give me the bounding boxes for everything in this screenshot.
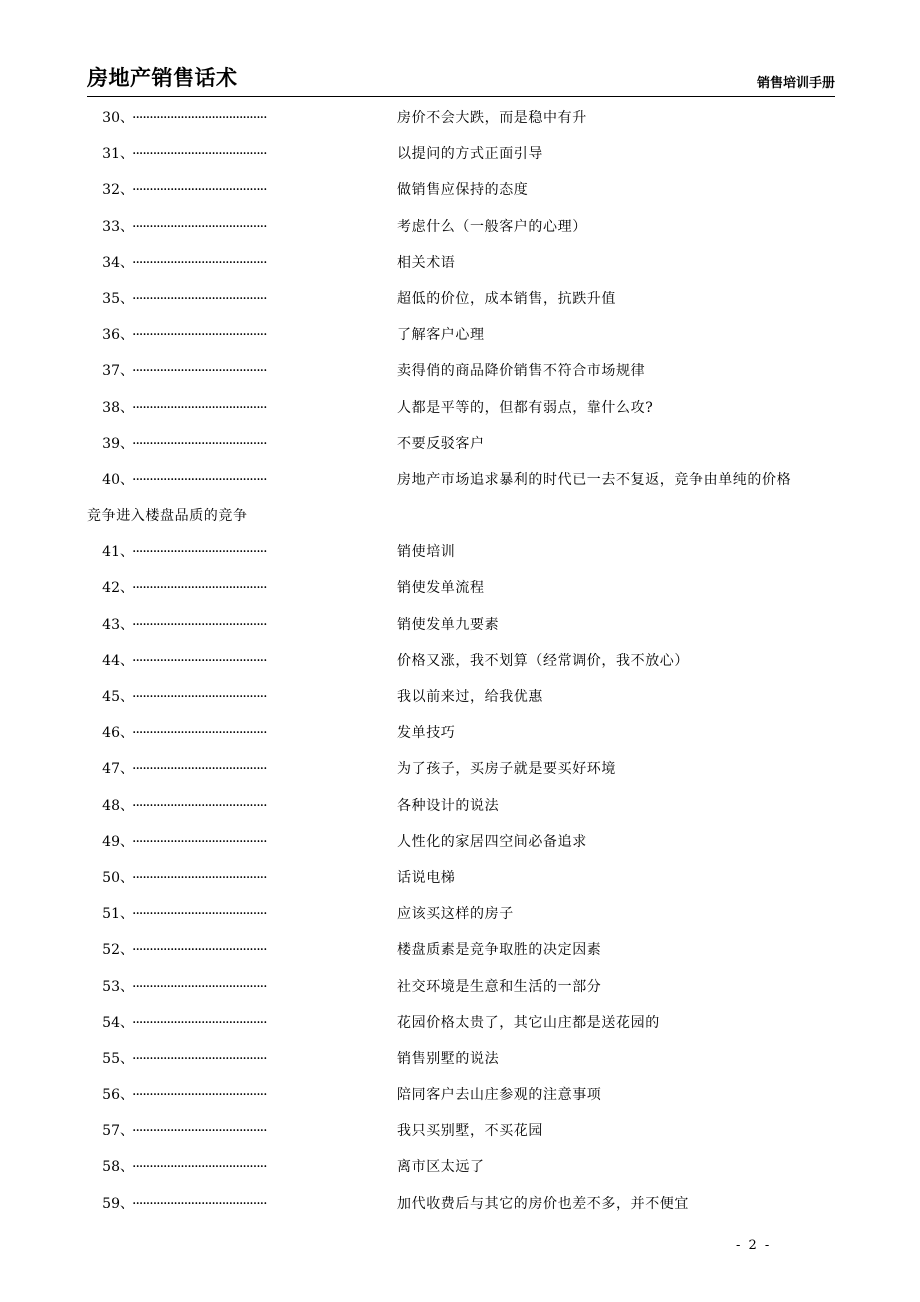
toc-entry-title: 人都是平等的，但都有弱点，靠什么攻? bbox=[397, 399, 654, 416]
toc-leader-dots: ······································· bbox=[132, 616, 267, 633]
toc-leader-dots: ······································· bbox=[132, 1159, 267, 1176]
toc-leader-dots: ······································· bbox=[132, 580, 267, 597]
toc-entry-title: 房价不会大跌，而是稳中有升 bbox=[397, 110, 587, 126]
document-title: 房地产销售话术 bbox=[87, 66, 238, 90]
toc-entry-number: 32 bbox=[102, 182, 120, 199]
toc-entry bbox=[87, 426, 835, 462]
toc-entry-number: 58 bbox=[102, 1159, 120, 1176]
toc-entry-number: 38 bbox=[102, 399, 120, 416]
toc-entry-title: 销使发单九要素 bbox=[397, 616, 500, 633]
toc-entry-separator: 、 bbox=[120, 254, 134, 271]
toc-entry bbox=[87, 1041, 835, 1077]
toc-entry-number: 52 bbox=[102, 942, 120, 959]
toc-entry-number: 39 bbox=[102, 435, 120, 452]
toc-leader-dots: ······································· bbox=[132, 471, 267, 488]
toc-entry-title: 加代收费后与其它的房价也差不多，并不便宜 bbox=[397, 1195, 689, 1212]
toc-leader-dots: ······································· bbox=[132, 761, 267, 778]
toc-leader-dots: ······································· bbox=[132, 833, 267, 850]
document-subtitle: 销售培训手册 bbox=[756, 76, 835, 91]
toc-entry bbox=[87, 100, 835, 136]
toc-entry-title: 销使发单流程 bbox=[397, 580, 485, 597]
toc-entry-title: 卖得俏的商品降价销售不符合市场规律 bbox=[397, 363, 646, 380]
toc-entry-number: 47 bbox=[102, 761, 120, 778]
toc-entry bbox=[87, 172, 835, 208]
toc-leader-dots: ······································· bbox=[132, 978, 267, 995]
toc-entry-number: 59 bbox=[102, 1195, 120, 1212]
toc-leader-dots: ······································· bbox=[132, 399, 267, 416]
toc-leader-dots: ······································· bbox=[132, 1123, 267, 1140]
toc-entry-number: 48 bbox=[102, 797, 120, 814]
toc-entry-number: 33 bbox=[102, 218, 120, 235]
toc-leader-dots: ······································· bbox=[132, 363, 267, 380]
toc-entry-continuation: 竞争进入楼盘品质的竞争 bbox=[87, 508, 248, 525]
toc-leader-dots: ······································· bbox=[132, 652, 267, 669]
toc-leader-dots: ······································· bbox=[132, 254, 267, 271]
toc-entry bbox=[87, 390, 835, 426]
toc-entry-separator: 、 bbox=[120, 182, 134, 199]
toc-entry bbox=[87, 824, 835, 860]
toc-leader-dots: ······································· bbox=[132, 906, 267, 923]
toc-entry-separator: 、 bbox=[120, 580, 134, 597]
toc-entry bbox=[87, 209, 835, 245]
toc-entry-separator: 、 bbox=[120, 652, 134, 669]
toc-entry bbox=[87, 896, 835, 932]
toc-entry-separator: 、 bbox=[120, 1159, 134, 1176]
toc-entry-number: 51 bbox=[102, 906, 120, 923]
toc-leader-dots: ······································· bbox=[132, 797, 267, 814]
toc-entry-title: 考虑什么（一般客户的心理） bbox=[397, 218, 587, 235]
toc-entry bbox=[87, 788, 835, 824]
toc-entry bbox=[87, 1005, 835, 1041]
toc-entry-separator: 、 bbox=[120, 797, 134, 814]
toc-entry-number: 45 bbox=[102, 689, 120, 705]
toc-entry bbox=[87, 245, 835, 281]
toc-entry-title: 应该买这样的房子 bbox=[397, 906, 514, 923]
toc-entry bbox=[87, 715, 835, 751]
toc-entry-separator: 、 bbox=[120, 290, 134, 307]
toc-entry bbox=[87, 462, 835, 498]
toc-entry-separator: 、 bbox=[120, 399, 134, 416]
toc-entry-title: 社交环境是生意和生活的一部分 bbox=[397, 978, 602, 995]
toc-entry-separator: 、 bbox=[120, 689, 134, 705]
toc-entry-separator: 、 bbox=[120, 616, 134, 633]
toc-entry bbox=[87, 969, 835, 1005]
toc-entry-separator: 、 bbox=[120, 363, 134, 380]
toc-entry-separator: 、 bbox=[120, 725, 134, 742]
toc-entry-number: 30 bbox=[102, 110, 120, 126]
toc-leader-dots: ······································· bbox=[132, 1014, 267, 1031]
toc-entry-number: 31 bbox=[102, 146, 120, 163]
toc-leader-dots: ······································· bbox=[132, 544, 267, 561]
toc-entry-number: 46 bbox=[102, 725, 120, 742]
toc-entry bbox=[87, 281, 835, 317]
toc-entry bbox=[87, 607, 835, 643]
page-header bbox=[87, 62, 835, 97]
toc-entry bbox=[87, 353, 835, 389]
toc-leader-dots: ······································· bbox=[132, 725, 267, 742]
toc-leader-dots: ······································· bbox=[132, 689, 267, 705]
toc-entry bbox=[87, 1186, 835, 1222]
toc-entry bbox=[87, 643, 835, 679]
toc-entry-number: 41 bbox=[102, 544, 120, 561]
toc-entry-number: 34 bbox=[102, 254, 120, 271]
toc-leader-dots: ······································· bbox=[132, 146, 267, 163]
toc-entry-separator: 、 bbox=[120, 942, 134, 959]
toc-entry bbox=[87, 679, 835, 715]
toc-entry-separator: 、 bbox=[120, 906, 134, 923]
toc-entry-title: 陪同客户去山庄参观的注意事项 bbox=[397, 1087, 602, 1104]
toc-leader-dots: ······································· bbox=[132, 435, 267, 452]
toc-entry-number: 54 bbox=[102, 1014, 120, 1031]
toc-entry bbox=[87, 498, 835, 534]
toc-leader-dots: ······································· bbox=[132, 218, 267, 235]
toc-entry bbox=[87, 1149, 835, 1185]
toc-entry-title: 为了孩子，买房子就是要买好环境 bbox=[397, 761, 616, 778]
toc-entry bbox=[87, 1077, 835, 1113]
toc-leader-dots: ······································· bbox=[132, 1087, 267, 1104]
toc-entry-title: 人性化的家居四空间必备追求 bbox=[397, 833, 587, 850]
toc-entry-separator: 、 bbox=[120, 435, 134, 452]
toc-entry-title: 离市区太远了 bbox=[397, 1159, 485, 1176]
toc-entry-separator: 、 bbox=[120, 1195, 134, 1212]
toc-entry-title: 发单技巧 bbox=[397, 725, 456, 742]
toc-entry-title: 各种设计的说法 bbox=[397, 797, 500, 814]
toc-entry-title: 房地产市场追求暴利的时代已一去不复返，竞争由单纯的价格 bbox=[397, 471, 792, 488]
toc-entry-title: 不要反驳客户 bbox=[397, 435, 485, 452]
toc-entry-number: 50 bbox=[102, 869, 120, 886]
toc-leader-dots: ······································· bbox=[132, 182, 267, 199]
toc-entry-number: 40 bbox=[102, 471, 120, 488]
toc-entry-separator: 、 bbox=[120, 1014, 134, 1031]
toc-leader-dots: ······································· bbox=[132, 110, 267, 126]
toc-entry-separator: 、 bbox=[120, 218, 134, 235]
toc-entry-title: 相关术语 bbox=[397, 254, 456, 271]
toc-leader-dots: ······································· bbox=[132, 1050, 267, 1067]
toc-entry-number: 44 bbox=[102, 652, 120, 669]
toc-entry-number: 49 bbox=[102, 833, 120, 850]
toc-entry-number: 55 bbox=[102, 1050, 120, 1067]
toc-entry-number: 43 bbox=[102, 616, 120, 633]
table-of-contents bbox=[87, 100, 835, 1222]
toc-entry-title: 以提问的方式正面引导 bbox=[397, 146, 543, 163]
toc-entry-number: 56 bbox=[102, 1087, 120, 1104]
toc-entry-title: 楼盘质素是竞争取胜的决定因素 bbox=[397, 942, 602, 959]
toc-leader-dots: ······································· bbox=[132, 327, 267, 344]
toc-entry-separator: 、 bbox=[120, 761, 134, 778]
toc-entry-separator: 、 bbox=[120, 869, 134, 886]
toc-entry-number: 53 bbox=[102, 978, 120, 995]
toc-entry-title: 销售别墅的说法 bbox=[397, 1050, 500, 1067]
toc-entry-separator: 、 bbox=[120, 1087, 134, 1104]
toc-entry bbox=[87, 534, 835, 570]
toc-entry-title: 价格又涨，我不划算（经常调价，我不放心） bbox=[397, 652, 689, 669]
toc-entry bbox=[87, 136, 835, 172]
toc-entry bbox=[87, 860, 835, 896]
toc-entry-separator: 、 bbox=[120, 110, 134, 126]
toc-entry-number: 42 bbox=[102, 580, 120, 597]
toc-entry-title: 超低的价位，成本销售，抗跌升值 bbox=[397, 290, 616, 307]
toc-entry bbox=[87, 751, 835, 787]
toc-leader-dots: ······································· bbox=[132, 942, 267, 959]
toc-entry-title: 了解客户心理 bbox=[397, 327, 485, 344]
toc-leader-dots: ······································· bbox=[132, 869, 267, 886]
toc-entry bbox=[87, 317, 835, 353]
toc-entry-number: 37 bbox=[102, 363, 120, 380]
toc-entry-title: 话说电梯 bbox=[397, 869, 456, 886]
toc-entry bbox=[87, 1113, 835, 1149]
toc-entry-separator: 、 bbox=[120, 544, 134, 561]
toc-entry-separator: 、 bbox=[120, 471, 134, 488]
toc-entry-separator: 、 bbox=[120, 1050, 134, 1067]
toc-entry-title: 我只买别墅，不买花园 bbox=[397, 1123, 543, 1140]
toc-entry bbox=[87, 570, 835, 606]
toc-entry-title: 花园价格太贵了，其它山庄都是送花园的 bbox=[397, 1014, 660, 1031]
toc-entry bbox=[87, 932, 835, 968]
toc-entry-number: 36 bbox=[102, 327, 120, 344]
toc-leader-dots: ······································· bbox=[132, 290, 267, 307]
page-number: - 2 - bbox=[736, 1238, 772, 1253]
toc-entry-title: 我以前来过，给我优惠 bbox=[397, 689, 543, 705]
toc-entry-title: 销使培训 bbox=[397, 544, 456, 561]
toc-entry-separator: 、 bbox=[120, 833, 134, 850]
toc-entry-separator: 、 bbox=[120, 327, 134, 344]
toc-entry-separator: 、 bbox=[120, 978, 134, 995]
toc-entry-separator: 、 bbox=[120, 146, 134, 163]
toc-entry-number: 35 bbox=[102, 290, 120, 307]
toc-entry-title: 做销售应保持的态度 bbox=[397, 182, 529, 199]
toc-leader-dots: ······································· bbox=[132, 1195, 267, 1212]
toc-entry-number: 57 bbox=[102, 1123, 120, 1140]
toc-entry-separator: 、 bbox=[120, 1123, 134, 1140]
